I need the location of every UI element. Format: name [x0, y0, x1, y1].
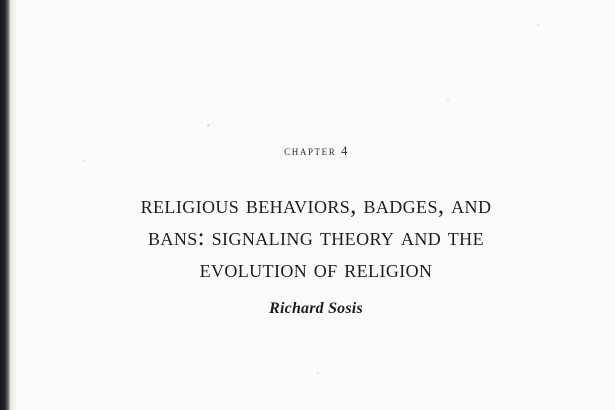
scan-speckle: [537, 24, 539, 26]
page-title: [51, 190, 581, 286]
chapter-label-word: chapter: [284, 144, 337, 158]
page-content: [17, 0, 615, 410]
author-name: Richard Sosis: [269, 300, 363, 317]
scan-speckle: [317, 372, 319, 374]
title-line-1: religious behaviors, badges, and: [140, 192, 492, 219]
scan-speckle: [447, 100, 449, 102]
scan-speckle: [207, 124, 210, 127]
scan-speckle: [83, 160, 85, 162]
page-gutter-shadow: [0, 0, 11, 410]
title-line-3: evolution of religion: [199, 256, 433, 283]
chapter-number: 4: [341, 144, 348, 158]
chapter-label: [17, 144, 615, 159]
title-line-2: bans: signaling theory and the: [148, 224, 484, 251]
